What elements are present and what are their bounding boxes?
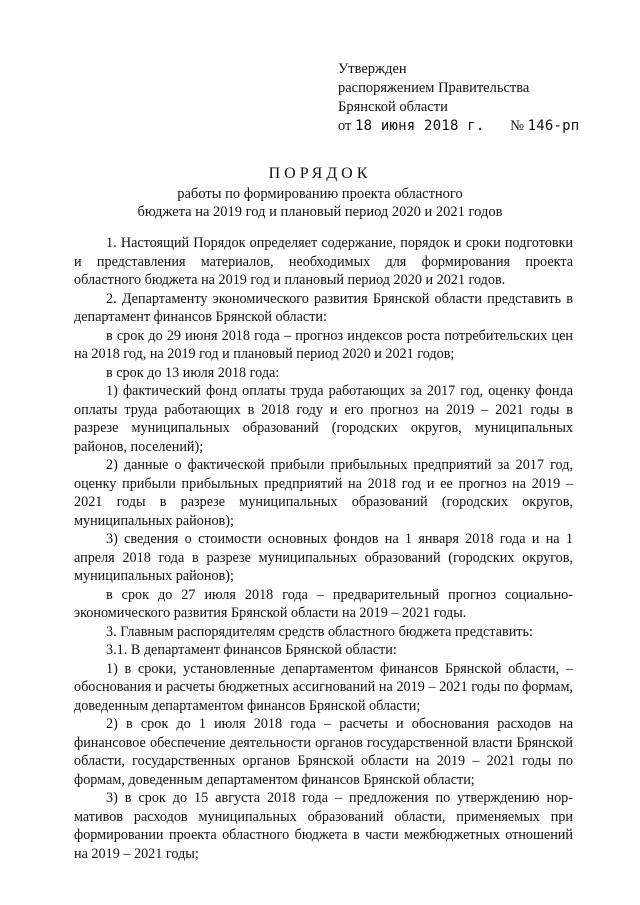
- list-item-wage-fund: 1) фактический фонд оплаты труда работающих за 2017 год, оценку фонда оплаты труда работающих в 2018 году и его прогноз на 2019 – 2021 годы в разрезе муниципальных образований (городских округов, муниципальных районов, поселений);: [74, 383, 573, 455]
- number-label: №: [510, 118, 524, 134]
- document-title: ПОРЯДОК: [268, 165, 372, 182]
- subtitle-line-1: работы по формированию проекта областного: [177, 186, 463, 202]
- paragraph-2: 2. Департаменту экономического развития Брянской области представить в департамент финансов Брянской области:: [74, 290, 573, 325]
- list-item-fixed-assets: 3) сведения о стоимости основных фондов на 1 января 2018 года и на 1 апреля 2018 года в разрезе муниципальных образований (городских округов, муниципальных районов);: [74, 531, 573, 584]
- paragraph-3-1: 3.1. В департамент финансов Брянской области:: [106, 642, 397, 658]
- approval-line-order: распоряжением Правительства: [338, 80, 530, 96]
- handwritten-date: 18 июня 2018 г.: [355, 118, 485, 134]
- paragraph-3: 3. Главным распорядителям средств областного бюджета представить:: [106, 623, 533, 640]
- list-item-profit: 2) данные о фактической прибыли прибыльных предприятий за 2017 год, оценку прибыли прибыльных предприятий на 2018 год и ее прогноз на 2019 – 2021 годы в разрезе муниципальных образований (городских округов, муниципальных районов);: [74, 457, 573, 529]
- list-item-state-bodies-expenses: 2) в срок до 1 июля 2018 года – расчеты и обоснования расходов на финансовое обеспечение деятельности органов государственной власти Брянской области, государственных органов Брянской области на 2019 – 2021 годы по формам, доведенным департаментом финансов Брянской области;: [74, 716, 573, 788]
- approval-date-number: [338, 117, 598, 136]
- date-prefix: от: [338, 118, 352, 134]
- paragraph-cpi-deadline: в срок до 29 июня 2018 года – прогноз индексов роста потребительских цен на 2018 год, на 2019 год и плановый период 2020 и 2021 годов;: [74, 327, 573, 362]
- approval-line-region: Брянской области: [338, 99, 448, 115]
- approval-stamp: [338, 60, 598, 136]
- paragraph-forecast-deadline: в срок до 27 июля 2018 года – предварительный прогноз социально-экономического развития Брянской области на 2019 – 2021 годы.: [74, 586, 573, 621]
- document-body: [74, 234, 573, 863]
- list-item-budget-justification: 1) в сроки, установленные департаментом финансов Брянской области, – обоснования и расчеты бюджетных ассигнований на 2019 – 2021 годы по формам, доведенным департаментом финансов Брянской области;: [74, 660, 573, 714]
- document-subtitle: [0, 185, 640, 221]
- paragraph-july13-deadline: в срок до 13 июля 2018 года:: [106, 364, 280, 381]
- list-item-expense-norms: 3) в срок до 15 августа 2018 года – предложения по утверждению нормативов расходов муниципальных образований области, применяемых при формировании проекта областного бюджета в части межбюджетных отношений на 2019 – 2021 годы;: [74, 790, 573, 862]
- handwritten-number: 146-рп: [527, 118, 580, 134]
- paragraph-1: 1. Настоящий Порядок определяет содержание, порядок и сроки подготовки и представления материалов, необходимых для формирования проекта областного бюджета на 2019 год и плановый период 2020 и 2021 годов.: [74, 235, 573, 288]
- subtitle-line-2: бюджета на 2019 год и плановый период 2020 и 2021 годов: [137, 204, 503, 220]
- approval-line-approved: Утвержден: [338, 61, 407, 77]
